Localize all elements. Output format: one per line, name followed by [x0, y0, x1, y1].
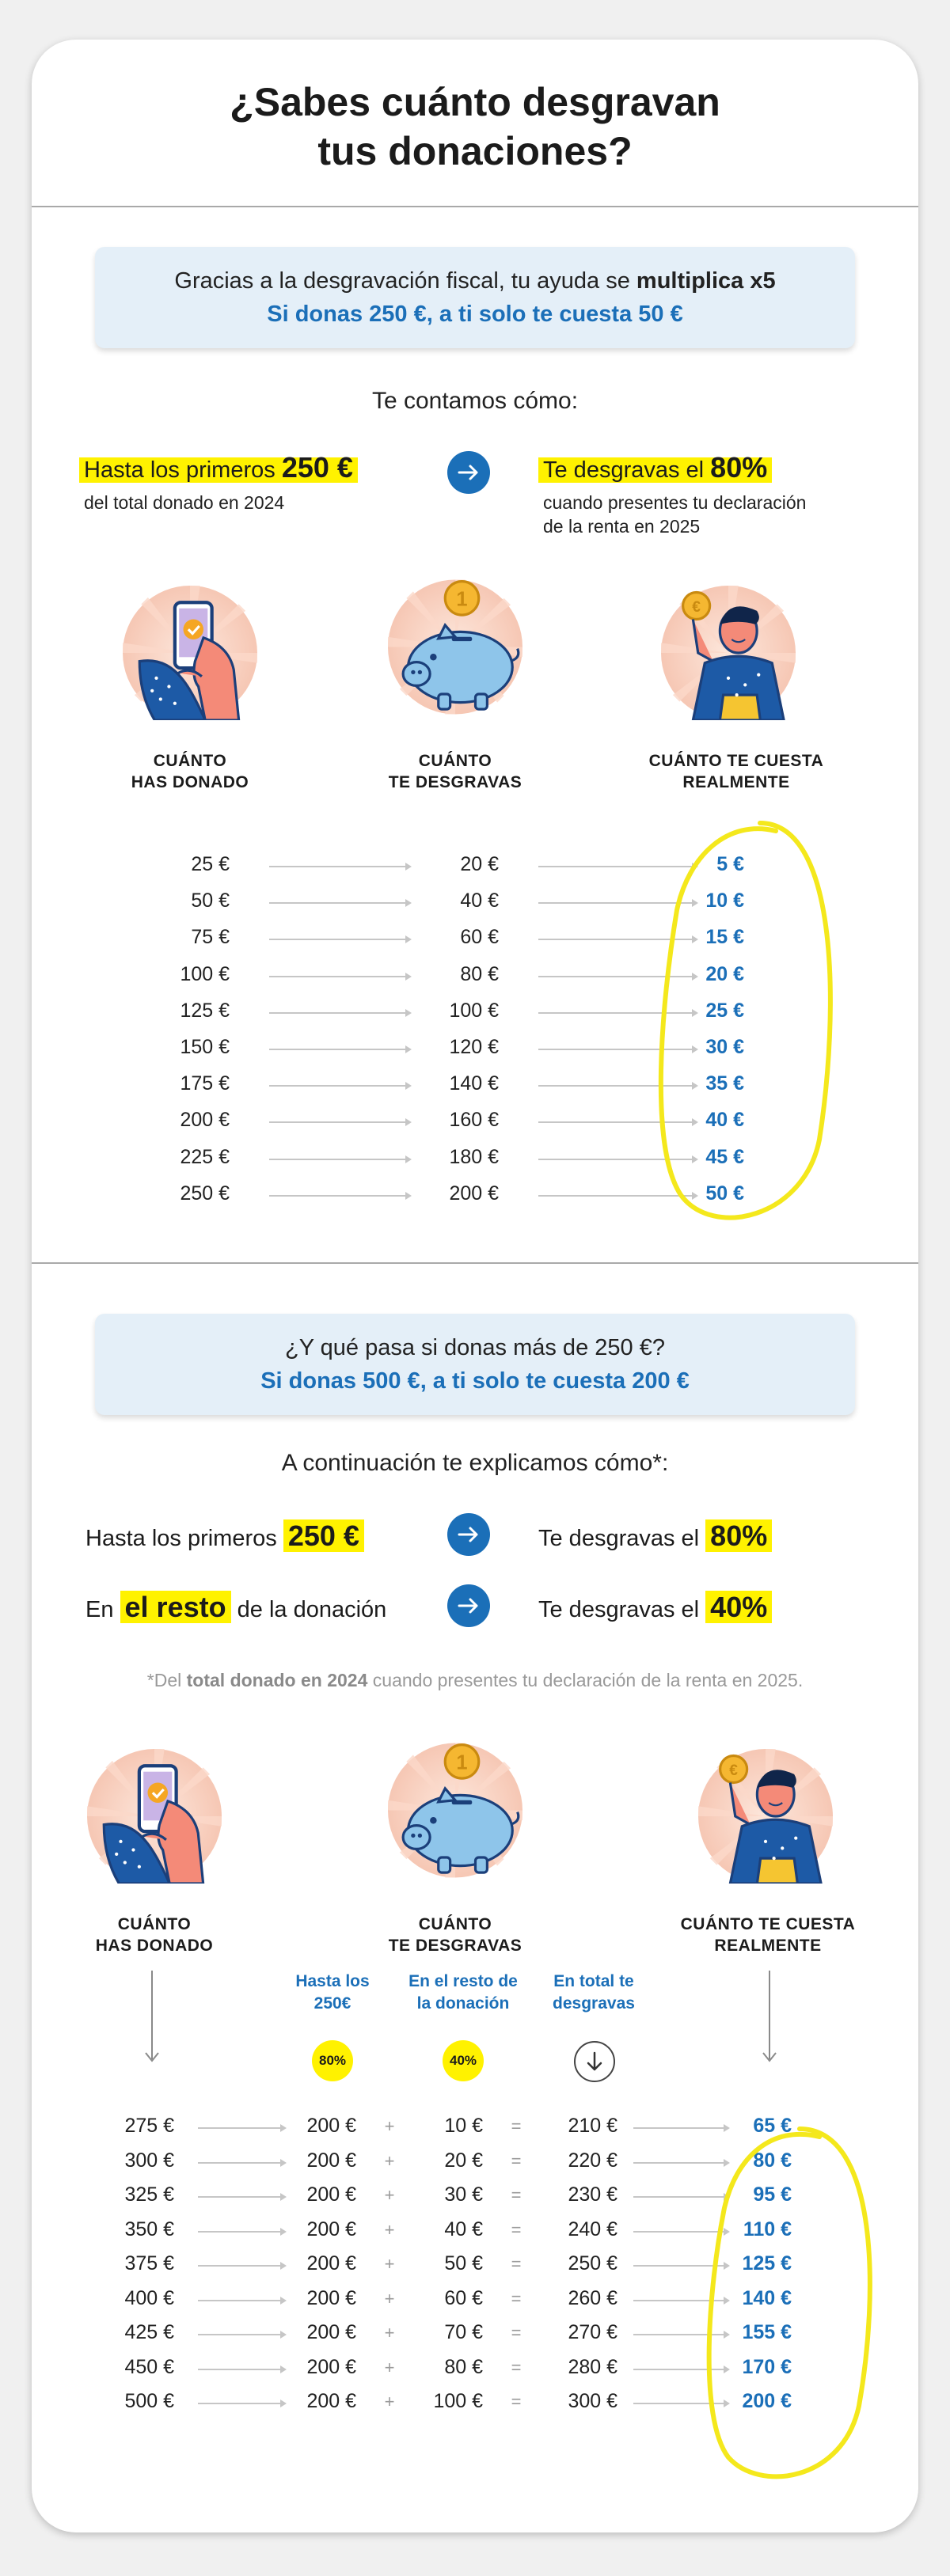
rule-deduct-80 — [538, 451, 806, 538]
subhead-total-l1: En total te — [553, 1972, 634, 1990]
badge-80: 80% — [312, 2040, 353, 2081]
table2-cell-donated: 350 € — [124, 2217, 174, 2240]
table-cell-cost: 25 € — [705, 999, 744, 1022]
rule-deduct-80-sub2: de la renta en 2025 — [543, 516, 701, 537]
table-cell-cost: 30 € — [705, 1036, 744, 1058]
equals-sign: = — [511, 2185, 522, 2205]
table-cell-deduct: 60 € — [460, 926, 499, 949]
plus-sign: + — [384, 2323, 395, 2343]
subhead-total — [530, 1971, 657, 2015]
info-box-over-250 — [95, 1314, 855, 1415]
col-header-donated-l1: CUÁNTO — [153, 752, 227, 770]
rule-first-250-amount: 250 € — [281, 451, 353, 484]
table2-cell-total: 220 € — [568, 2149, 618, 2172]
info-line-2: Si donas 250 €, a ti solo te cuesta 50 € — [267, 302, 683, 327]
table2-cell-total: 280 € — [568, 2355, 618, 2378]
table-cell-deduct: 80 € — [460, 962, 499, 985]
table-cell-deduct: 20 € — [460, 853, 499, 875]
row-arrow — [269, 939, 410, 940]
row-arrow — [198, 2162, 285, 2164]
subhead-rest-l1: En el resto de — [408, 1972, 518, 1990]
plus-sign: + — [384, 2150, 395, 2171]
footnote-pre: *Del — [146, 1670, 187, 1690]
row-arrow — [198, 2300, 285, 2301]
table2-cell-donated: 275 € — [124, 2115, 174, 2137]
table-cell-cost: 45 € — [705, 1145, 744, 1168]
man-coin-illustration — [698, 1749, 833, 1884]
highlight-ellipse-1 — [641, 807, 847, 1235]
row-arrow — [198, 2403, 285, 2404]
col-header-deduct-l2: TE DESGRAVAS — [388, 773, 522, 791]
rule-first-250-highlight — [79, 451, 358, 484]
rule-deduct-80-pre: Te desgravas el — [543, 457, 711, 483]
table2-cell-first: 200 € — [306, 2286, 356, 2309]
col-header-cost-l2: REALMENTE — [682, 773, 790, 791]
rule2-deduct-80-percent: 80% — [705, 1519, 772, 1552]
plus-sign: + — [384, 2254, 395, 2274]
rule2-deduct-80 — [538, 1519, 772, 1553]
col-header-donated-l2: HAS DONADO — [131, 773, 249, 791]
subhead-first-250-l1: Hasta los — [295, 1972, 370, 1990]
col-header-cost-l1: CUÁNTO TE CUESTA — [648, 752, 824, 770]
rule2-first-250-pre: Hasta los primeros — [86, 1526, 283, 1551]
table2-cell-rest: 50 € — [444, 2252, 483, 2274]
divider-middle — [32, 1262, 918, 1264]
table-cell-cost: 15 € — [705, 926, 744, 949]
table-cell-cost: 5 € — [716, 853, 744, 875]
table2-cell-total: 230 € — [568, 2183, 618, 2206]
plus-sign: + — [384, 2185, 395, 2205]
col2-header-cost — [649, 1914, 887, 1956]
equals-sign: = — [511, 2116, 522, 2136]
table2-cell-first: 200 € — [306, 2321, 356, 2343]
phone-donation-illustration — [123, 586, 257, 720]
table2-cell-donated: 375 € — [124, 2252, 174, 2274]
row-arrow — [269, 1195, 410, 1197]
info-line-1-text: Gracias a la desgravación fiscal, tu ayuda se — [174, 268, 636, 294]
row-arrow — [269, 902, 410, 904]
title-line-2: tus donaciones? — [317, 129, 633, 173]
table2-cell-first: 200 € — [306, 2217, 356, 2240]
col-header-cost — [618, 750, 855, 793]
table2-cell-total: 260 € — [568, 2286, 618, 2309]
rule2-rest-bold: el resto — [120, 1591, 231, 1623]
plus-sign: + — [384, 2357, 395, 2377]
table2-cell-total: 270 € — [568, 2321, 618, 2343]
down-arrow-icon — [760, 1971, 779, 2066]
table-cell-donated: 25 € — [191, 853, 230, 875]
table2-cell-donated: 425 € — [124, 2321, 174, 2343]
col-header-donated — [95, 750, 285, 793]
table2-cell-first: 200 € — [306, 2149, 356, 2172]
man-coin-illustration — [661, 586, 796, 720]
rule-deduct-80-highlight — [538, 451, 772, 484]
rule-first-250-sub: del total donado en 2024 — [84, 492, 285, 513]
row-arrow — [198, 2369, 285, 2370]
table2-cell-first: 200 € — [306, 2252, 356, 2274]
equals-sign: = — [511, 2254, 522, 2274]
table-cell-deduct: 100 € — [449, 999, 499, 1022]
plus-sign: + — [384, 2288, 395, 2309]
table2-cell-donated: 300 € — [124, 2149, 174, 2172]
rule-deduct-80-sub1: cuando presentes tu declaración — [543, 492, 807, 513]
arrow-right-icon — [447, 1584, 490, 1627]
col2-header-cost-l1: CUÁNTO TE CUESTA — [680, 1915, 856, 1933]
table-cell-cost: 40 € — [705, 1109, 744, 1132]
table2-cell-rest: 60 € — [444, 2286, 483, 2309]
info2-line-2: Si donas 500 €, a ti solo te cuesta 200 € — [260, 1368, 690, 1394]
col2-header-donated-l2: HAS DONADO — [95, 1937, 214, 1955]
footnote-bold: total donado en 2024 — [186, 1670, 368, 1690]
table2-cell-total: 240 € — [568, 2217, 618, 2240]
row-arrow — [269, 866, 410, 867]
table2-cell-cost: 155 € — [742, 2321, 792, 2343]
plus-sign: + — [384, 2219, 395, 2240]
rule-deduct-80-percent: 80% — [710, 451, 768, 484]
table2-cell-rest: 20 € — [444, 2149, 483, 2172]
equals-sign: = — [511, 2357, 522, 2377]
subhead-total-l2: desgravas — [553, 1994, 635, 2013]
arrow-down-circle-icon — [573, 2040, 616, 2083]
table-cell-cost: 50 € — [705, 1182, 744, 1205]
plus-sign: + — [384, 2116, 395, 2136]
table-cell-deduct: 120 € — [449, 1036, 499, 1058]
arrow-right-icon — [447, 1513, 490, 1556]
table2-cell-rest: 10 € — [444, 2115, 483, 2137]
down-arrow-icon — [142, 1971, 162, 2066]
row-arrow — [198, 2196, 285, 2198]
rule-first-250-pre: Hasta los primeros — [84, 457, 282, 483]
table2-cell-first: 200 € — [306, 2115, 356, 2137]
row-arrow — [269, 1159, 410, 1160]
col-header-deduct-l1: CUÁNTO — [418, 752, 492, 770]
table2-cell-cost: 65 € — [753, 2115, 792, 2137]
table2-cell-cost: 95 € — [753, 2183, 792, 2206]
table2-cell-rest: 40 € — [444, 2217, 483, 2240]
infographic-card — [32, 40, 918, 2532]
subhead-first-250 — [269, 1971, 396, 2015]
row-arrow — [198, 2334, 285, 2335]
table-cell-donated: 250 € — [180, 1182, 230, 1205]
info-line-1 — [95, 264, 855, 298]
highlight-ellipse-2 — [689, 2113, 887, 2493]
table2-cell-donated: 325 € — [124, 2183, 174, 2206]
row-arrow — [269, 1012, 410, 1014]
table2-cell-rest: 100 € — [433, 2390, 483, 2412]
table2-cell-total: 250 € — [568, 2252, 618, 2274]
table2-cell-cost: 200 € — [742, 2390, 792, 2412]
col2-header-donated-l1: CUÁNTO — [117, 1915, 192, 1933]
arrow-right-icon — [447, 451, 490, 494]
table-cell-cost: 35 € — [705, 1072, 744, 1095]
info-multiplier-bold: multiplica x5 — [636, 268, 776, 294]
section1-intro: Te contamos cómo: — [371, 388, 579, 414]
table-cell-donated: 50 € — [191, 890, 230, 912]
table2-cell-donated: 400 € — [124, 2286, 174, 2309]
table2-cell-cost: 140 € — [742, 2286, 792, 2309]
table-cell-deduct: 180 € — [449, 1145, 499, 1168]
row-arrow — [269, 1121, 410, 1123]
table2-cell-first: 200 € — [306, 2355, 356, 2378]
table2-cell-rest: 30 € — [444, 2183, 483, 2206]
col2-header-cost-l2: REALMENTE — [714, 1937, 822, 1955]
subhead-rest-l2: la donación — [416, 1994, 510, 2013]
table2-cell-first: 200 € — [306, 2390, 356, 2412]
equals-sign: = — [511, 2323, 522, 2343]
table-cell-deduct: 40 € — [460, 890, 499, 912]
table2-cell-cost: 80 € — [753, 2149, 792, 2172]
table-cell-donated: 225 € — [180, 1145, 230, 1168]
table-cell-donated: 75 € — [191, 926, 230, 949]
col-header-deduct — [360, 750, 550, 793]
piggy-bank-illustration — [388, 1737, 522, 1884]
table2-cell-first: 200 € — [306, 2183, 356, 2206]
page-title — [32, 78, 918, 176]
table2-cell-cost: 170 € — [742, 2355, 792, 2378]
table-cell-cost: 20 € — [705, 962, 744, 985]
table2-cell-cost: 110 € — [743, 2217, 792, 2240]
col2-header-donated — [59, 1914, 249, 1956]
equals-sign: = — [511, 2288, 522, 2309]
piggy-bank-illustration — [388, 574, 522, 720]
divider-top — [32, 206, 918, 207]
table-cell-donated: 150 € — [180, 1036, 230, 1058]
subhead-first-250-l2: 250€ — [314, 1994, 352, 2013]
table2-cell-donated: 450 € — [124, 2355, 174, 2378]
table2-cell-rest: 80 € — [444, 2355, 483, 2378]
info2-line-1: ¿Y qué pasa si donas más de 250 €? — [285, 1335, 665, 1360]
row-arrow — [269, 1085, 410, 1087]
rule2-rest — [86, 1591, 386, 1624]
badge-40: 40% — [443, 2040, 484, 2081]
table2-cell-cost: 125 € — [742, 2252, 792, 2274]
row-arrow — [198, 2231, 285, 2233]
row-arrow — [198, 2265, 285, 2267]
col2-header-deduct — [360, 1914, 550, 1956]
table2-cell-donated: 500 € — [124, 2390, 174, 2412]
row-arrow — [198, 2127, 285, 2129]
col2-header-deduct-l1: CUÁNTO — [418, 1915, 492, 1933]
rule2-deduct-40 — [538, 1591, 772, 1624]
rule2-deduct-80-pre: Te desgravas el — [538, 1526, 706, 1551]
equals-sign: = — [511, 2219, 522, 2240]
phone-donation-illustration — [87, 1749, 222, 1884]
footnote — [32, 1670, 918, 1691]
rule2-rest-post: de la donación — [230, 1597, 387, 1622]
row-arrow — [269, 976, 410, 977]
table-cell-donated: 200 € — [180, 1109, 230, 1132]
subhead-rest — [392, 1971, 534, 2015]
section2-intro: A continuación te explicamos cómo*: — [281, 1450, 669, 1476]
rule2-first-250 — [86, 1519, 364, 1553]
table2-cell-total: 300 € — [568, 2390, 618, 2412]
table-cell-donated: 100 € — [180, 962, 230, 985]
table-cell-deduct: 200 € — [449, 1182, 499, 1205]
rule2-first-250-amount: 250 € — [283, 1519, 364, 1552]
rule2-deduct-40-pre: Te desgravas el — [538, 1597, 706, 1622]
info-box-multiplier — [95, 247, 855, 348]
table-cell-deduct: 140 € — [449, 1072, 499, 1095]
equals-sign: = — [511, 2150, 522, 2171]
title-line-1: ¿Sabes cuánto desgravan — [230, 80, 720, 124]
table2-cell-rest: 70 € — [444, 2321, 483, 2343]
footnote-post: cuando presentes tu declaración de la renta en 2025. — [367, 1670, 804, 1690]
equals-sign: = — [511, 2392, 522, 2411]
row-arrow — [269, 1049, 410, 1050]
rule2-deduct-40-percent: 40% — [705, 1591, 772, 1623]
table2-cell-total: 210 € — [568, 2115, 618, 2137]
rule-first-250 — [79, 451, 358, 514]
table-cell-cost: 10 € — [705, 890, 744, 912]
table-cell-donated: 125 € — [180, 999, 230, 1022]
table-cell-deduct: 160 € — [449, 1109, 499, 1132]
col2-header-deduct-l2: TE DESGRAVAS — [388, 1937, 522, 1955]
rule2-rest-pre: En — [86, 1597, 120, 1622]
plus-sign: + — [384, 2392, 395, 2411]
table-cell-donated: 175 € — [180, 1072, 230, 1095]
